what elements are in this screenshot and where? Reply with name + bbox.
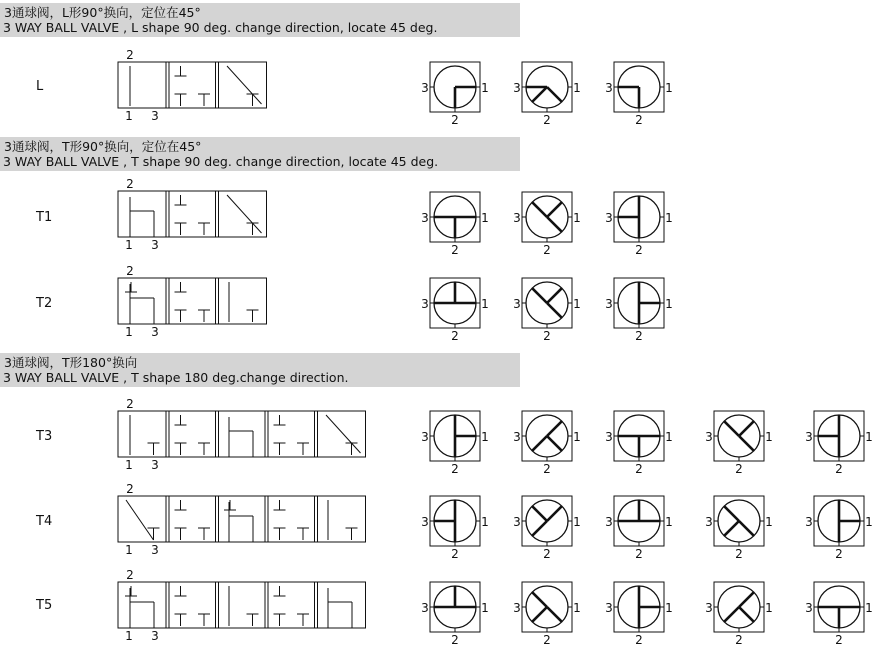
valve-t5-2 — [513, 582, 581, 647]
port-label-1: 1 — [765, 515, 773, 529]
port-label-2: 2 — [635, 113, 643, 127]
flow-diagonal — [227, 66, 262, 104]
flow-path — [532, 592, 547, 607]
flow-diagonal — [227, 195, 262, 233]
port-label-2: 2 — [451, 633, 459, 647]
valve-t5-5 — [805, 582, 873, 647]
port-label-3: 3 — [421, 515, 429, 529]
row-label-t1: T1 — [36, 210, 53, 225]
valve-l-1 — [421, 62, 489, 127]
flow-diagonal — [326, 415, 361, 453]
port-label-2: 2 — [451, 547, 459, 561]
port-label-3: 3 — [151, 325, 159, 339]
port-label-1: 1 — [865, 515, 873, 529]
port-label-3: 3 — [605, 601, 613, 615]
valve-t4-2 — [513, 496, 581, 561]
valve-t1-3 — [605, 192, 673, 257]
port-label-2: 2 — [635, 547, 643, 561]
port-label-2: 2 — [543, 547, 551, 561]
section-title-en: 3 WAY BALL VALVE , T shape 90 deg. change direction, locate 45 deg. — [3, 154, 439, 169]
port-label-1: 1 — [665, 430, 673, 444]
schematic-t2 — [118, 264, 267, 339]
port-label-top: 2 — [126, 48, 134, 62]
valve-t3-2 — [513, 411, 581, 476]
port-label-1: 1 — [125, 325, 133, 339]
section-title-en: 3 WAY BALL VALVE , L shape 90 deg. change direction, locate 45 deg. — [3, 20, 438, 35]
port-label-3: 3 — [605, 81, 613, 95]
port-label-1: 1 — [665, 601, 673, 615]
port-label-1: 1 — [665, 81, 673, 95]
flow-path — [724, 506, 739, 521]
schematic-t5 — [118, 568, 366, 643]
port-label-1: 1 — [125, 629, 133, 643]
schematic-frame — [118, 278, 267, 324]
port-label-2: 2 — [543, 329, 551, 343]
port-label-3: 3 — [805, 601, 813, 615]
schematic-t4 — [118, 482, 366, 557]
flow-diagonal — [126, 500, 154, 540]
valve-t3-1 — [421, 411, 489, 476]
port-label-2: 2 — [735, 462, 743, 476]
section-title-zh: 3通球阀，L形90°换向，定位在45° — [4, 5, 201, 20]
port-label-3: 3 — [605, 211, 613, 225]
flow-path — [547, 607, 562, 622]
port-label-1: 1 — [765, 430, 773, 444]
port-label-2: 2 — [451, 113, 459, 127]
port-label-3: 3 — [513, 430, 521, 444]
port-label-3: 3 — [151, 109, 159, 123]
valve-t5-3 — [605, 582, 673, 647]
port-label-3: 3 — [513, 297, 521, 311]
valve-t4-5 — [805, 496, 873, 561]
port-label-2: 2 — [635, 243, 643, 257]
section-title-zh: 3通球阀，T形90°换向，定位在45° — [4, 139, 202, 154]
valve-t4-4 — [705, 496, 773, 561]
port-label-1: 1 — [573, 601, 581, 615]
port-label-3: 3 — [421, 81, 429, 95]
valve-t4-3 — [605, 496, 673, 561]
flow-path — [724, 607, 739, 622]
flow-path — [547, 436, 562, 451]
flow-path — [532, 506, 547, 521]
port-label-3: 3 — [605, 515, 613, 529]
port-label-3: 3 — [151, 543, 159, 557]
flow-path — [547, 202, 562, 217]
port-label-1: 1 — [481, 81, 489, 95]
valve-t2-3 — [605, 278, 673, 343]
valve-t5-4 — [705, 582, 773, 647]
valve-t3-5 — [805, 411, 873, 476]
port-label-1: 1 — [573, 81, 581, 95]
schematic-t3 — [118, 397, 366, 472]
port-label-3: 3 — [421, 297, 429, 311]
port-label-2: 2 — [635, 329, 643, 343]
valve-t4-1 — [421, 496, 489, 561]
port-label-2: 2 — [835, 462, 843, 476]
port-label-1: 1 — [573, 297, 581, 311]
port-label-3: 3 — [421, 430, 429, 444]
port-label-1: 1 — [125, 458, 133, 472]
valve-t1-2 — [513, 192, 581, 257]
port-label-3: 3 — [151, 238, 159, 252]
port-label-top: 2 — [126, 177, 134, 191]
flow-path — [739, 521, 754, 536]
port-label-1: 1 — [865, 601, 873, 615]
port-label-3: 3 — [705, 601, 713, 615]
port-label-3: 3 — [805, 430, 813, 444]
flow-path — [532, 436, 547, 451]
port-label-3: 3 — [705, 430, 713, 444]
port-label-1: 1 — [573, 211, 581, 225]
port-label-2: 2 — [835, 633, 843, 647]
flow-path — [739, 607, 754, 622]
port-label-top: 2 — [126, 482, 134, 496]
port-label-2: 2 — [451, 243, 459, 257]
port-label-3: 3 — [151, 629, 159, 643]
port-label-3: 3 — [151, 458, 159, 472]
row-label-t3: T3 — [36, 429, 53, 444]
port-label-1: 1 — [481, 211, 489, 225]
flow-path — [724, 521, 739, 536]
port-label-3: 3 — [421, 211, 429, 225]
port-label-2: 2 — [451, 329, 459, 343]
flow-path — [739, 592, 754, 607]
port-label-3: 3 — [605, 297, 613, 311]
port-label-3: 3 — [605, 430, 613, 444]
port-label-3: 3 — [705, 515, 713, 529]
port-label-1: 1 — [481, 601, 489, 615]
row-label-l: L — [36, 79, 44, 94]
port-label-3: 3 — [421, 601, 429, 615]
flow-path — [532, 87, 547, 102]
row-label-t5: T5 — [36, 598, 53, 613]
schematic-t1 — [118, 177, 267, 252]
flow-path — [532, 607, 547, 622]
valve-l-2 — [513, 62, 581, 127]
port-label-3: 3 — [513, 211, 521, 225]
port-label-2: 2 — [451, 462, 459, 476]
port-label-1: 1 — [481, 297, 489, 311]
flow-path — [547, 288, 562, 303]
row-label-t2: T2 — [36, 296, 53, 311]
port-label-3: 3 — [805, 515, 813, 529]
port-label-1: 1 — [665, 515, 673, 529]
valve-t3-3 — [605, 411, 673, 476]
port-label-2: 2 — [835, 547, 843, 561]
port-label-1: 1 — [125, 109, 133, 123]
port-label-1: 1 — [125, 543, 133, 557]
port-label-top: 2 — [126, 397, 134, 411]
port-label-top: 2 — [126, 568, 134, 582]
port-label-1: 1 — [665, 297, 673, 311]
flow-path — [532, 288, 547, 303]
flow-path — [547, 303, 562, 318]
flow-path — [532, 202, 547, 217]
port-label-1: 1 — [865, 430, 873, 444]
port-label-2: 2 — [635, 633, 643, 647]
flow-path — [547, 217, 562, 232]
schematic-l — [118, 48, 267, 123]
valve-l-3 — [605, 62, 673, 127]
port-label-2: 2 — [735, 547, 743, 561]
port-label-2: 2 — [543, 243, 551, 257]
valve-t2-1 — [421, 278, 489, 343]
flow-path — [724, 421, 739, 436]
section-title-en: 3 WAY BALL VALVE , T shape 180 deg.change direction. — [3, 370, 349, 385]
flow-path — [739, 436, 754, 451]
flow-path — [547, 506, 562, 521]
valve-t1-1 — [421, 192, 489, 257]
port-label-1: 1 — [665, 211, 673, 225]
port-label-1: 1 — [125, 238, 133, 252]
flow-path — [532, 521, 547, 536]
port-label-2: 2 — [635, 462, 643, 476]
flow-path — [739, 421, 754, 436]
valve-t3-4 — [705, 411, 773, 476]
port-label-1: 1 — [481, 515, 489, 529]
port-label-2: 2 — [543, 633, 551, 647]
port-label-2: 2 — [735, 633, 743, 647]
flow-path — [547, 421, 562, 436]
valve-t5-1 — [421, 582, 489, 647]
port-label-3: 3 — [513, 81, 521, 95]
port-label-1: 1 — [765, 601, 773, 615]
port-label-1: 1 — [481, 430, 489, 444]
valve-t2-2 — [513, 278, 581, 343]
section-title-zh: 3通球阀，T形180°换向 — [4, 355, 138, 370]
port-label-1: 1 — [573, 515, 581, 529]
port-label-2: 2 — [543, 462, 551, 476]
port-label-2: 2 — [543, 113, 551, 127]
port-label-top: 2 — [126, 264, 134, 278]
port-label-3: 3 — [513, 601, 521, 615]
port-label-1: 1 — [573, 430, 581, 444]
port-label-3: 3 — [513, 515, 521, 529]
flow-path — [547, 87, 562, 102]
row-label-t4: T4 — [36, 514, 53, 529]
